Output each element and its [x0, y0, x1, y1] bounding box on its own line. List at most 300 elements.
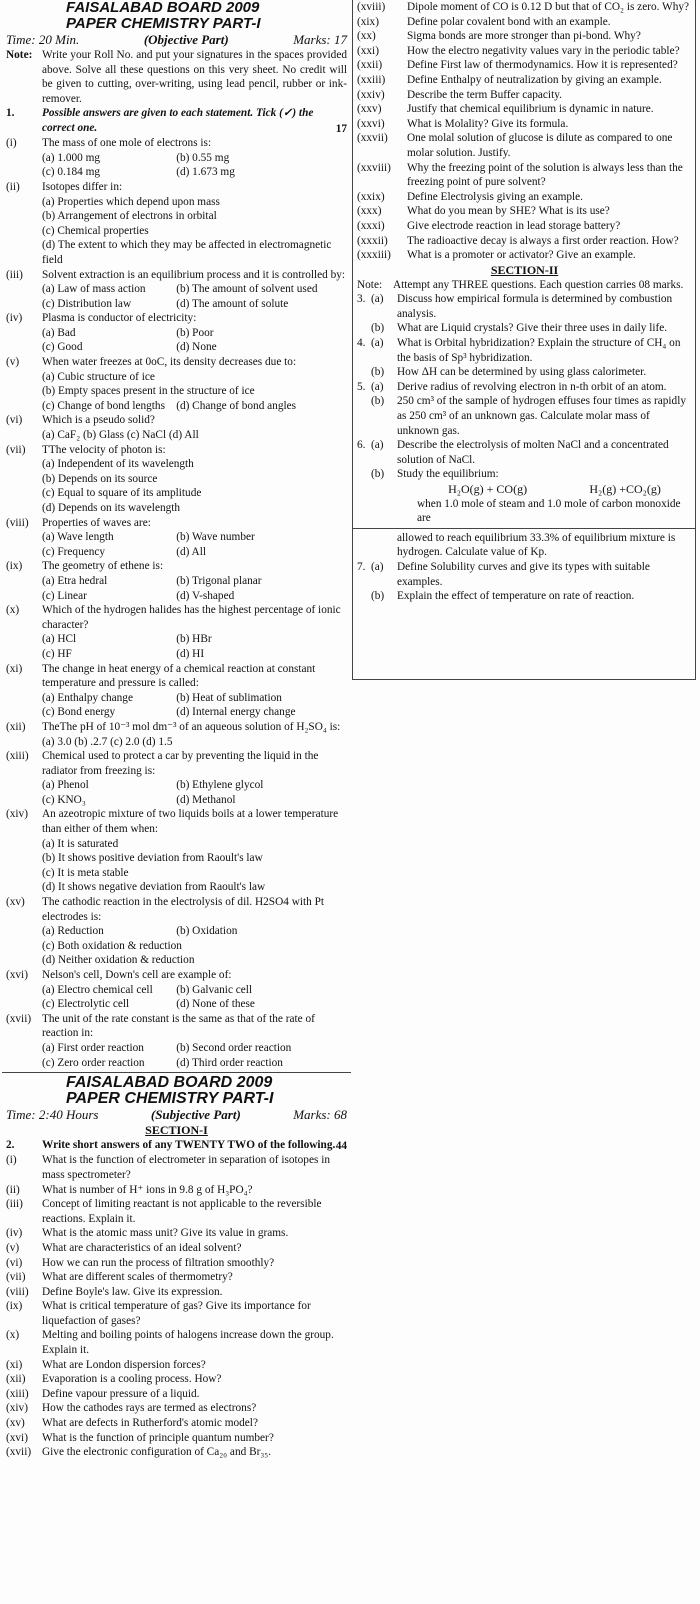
mcq-option-row [6, 151, 347, 166]
mcq-option-row [6, 297, 347, 312]
question-text: Define Enthalpy of neutralization by giving an example. [407, 73, 662, 86]
short-question [6, 1372, 347, 1387]
question-number: (xvi) [6, 1431, 28, 1444]
mcq-option: (a) 1.000 mg [42, 151, 101, 164]
question-number: (viii) [6, 1285, 29, 1298]
marks: Marks: 17 [293, 32, 347, 47]
eq-text-2: allowed to reach equilibrium 33.3% of equilibrium mixture is hydrogen. Calculate value of Kp. [397, 531, 676, 559]
question-text: Define Electrolysis giving an example. [407, 190, 583, 203]
mcq-option: (a) Wave length [42, 531, 114, 544]
mcq-option-row [6, 691, 347, 706]
mcq-item [6, 968, 347, 1012]
paper-meta [6, 32, 347, 48]
question-7 [357, 560, 692, 604]
question-number [357, 321, 371, 336]
mcq-number: (iii) [6, 268, 23, 281]
question-number: (iii) [6, 1198, 23, 1211]
question-number [357, 365, 371, 380]
mcq-text: Which of the hydrogen halides has the highest percentage of ionic character? [42, 604, 341, 631]
mcq-option: (b) It shows positive deviation from Raoult's law [42, 852, 263, 865]
mcq-text: The geometry of ethene is: [42, 560, 164, 573]
question-part: (a) [371, 439, 384, 452]
question-text: What is critical temperature of gas? Give its importance for liquefaction of gases? [42, 1300, 311, 1327]
mcq-item [6, 355, 347, 399]
mcq-option: (d) HI [176, 647, 205, 660]
mcq-option: (d) The amount of solute [176, 297, 289, 310]
mcq-item [6, 399, 347, 414]
mcq-option: (d) Internal energy change [176, 706, 296, 719]
question-text: One molal solution of glucose is dilute as compared to one molar solution. Justify. [407, 132, 673, 159]
mcq-option: (c) Zero order reaction [42, 1056, 145, 1069]
question-text: What is the function of principle quantum number? [42, 1431, 274, 1444]
mcq-text: An azeotropic mixture of two liquids boils at a lower temperature than either of them when: [42, 808, 339, 836]
short-questions-right [357, 0, 692, 263]
short-question [6, 1299, 347, 1328]
mcq-option: (d) It shows negative deviation from Raoult's law [42, 881, 266, 894]
question-text: What are characteristics of an ideal solvent? [42, 1241, 242, 1254]
mcq-number: (xvi) [6, 969, 28, 981]
mcq-number: (vii) [6, 443, 26, 456]
question-number: (v) [6, 1241, 20, 1254]
mcq-question [6, 559, 347, 574]
short-question [6, 1183, 347, 1198]
mcq-option-row [6, 632, 347, 647]
mcq-option: (d) Neither oxidation & reduction [42, 954, 195, 967]
mcq-number: (xi) [6, 662, 23, 675]
mcq-option-row [6, 165, 347, 180]
mcq-option: (c) Frequency [42, 545, 106, 558]
mcq-option: (b) Wave number [176, 531, 255, 544]
question-text: Discuss how empirical formula is determined by combustion analysis. [397, 293, 673, 320]
long-question [357, 467, 692, 482]
mcq-text: When water freezes at 0oC, its density decreases due to: [42, 356, 297, 369]
board-title: FAISALABAD BOARD 2009 [66, 0, 260, 16]
question-number: (xii) [6, 1373, 26, 1386]
mcq-option: (a) Law of mass action [42, 283, 146, 296]
mcq-options [6, 837, 347, 895]
mcq-option: (c) KNO₃ [42, 793, 86, 806]
question-text: What are different scales of thermometry? [42, 1271, 233, 1284]
mcq-option: (b) Oxidation [176, 925, 238, 938]
left-column [2, 0, 350, 1460]
mcq-option: (d) All [176, 545, 206, 558]
short-question [6, 1270, 347, 1285]
mcq-options [6, 457, 347, 515]
mcq-option: (b) HBr [176, 633, 212, 646]
question-text: Evaporation is a cooling process. How? [42, 1373, 222, 1386]
mcq-item [6, 662, 347, 720]
long-question [357, 321, 692, 336]
question-text: Concept of limiting reactant is not applicable to the reversible reactions. Explain it. [42, 1198, 322, 1225]
mcq-option: (c) Chemical properties [42, 224, 149, 237]
question-number: (xxiii) [357, 73, 386, 86]
question-part: (b) [371, 590, 385, 603]
question-text: Justify that chemical equilibrium is dynamic in nature. [407, 103, 654, 116]
question-part: (a) [371, 560, 384, 573]
question-text: What is Molality? Give its formula. [407, 117, 569, 130]
question-text: Give the electronic configuration of Ca₂₀ and Br₃₅. [42, 1446, 272, 1459]
mcq-option-row [6, 530, 347, 545]
question-text: What are Liquid crystals? Give their three uses in daily life. [397, 322, 668, 335]
question-part: (b) [371, 395, 385, 408]
q2-marks: 44 [335, 1139, 347, 1152]
short-questions-left [6, 1153, 347, 1459]
mcq-list [6, 136, 347, 1070]
equilibrium-equation: H₂O(g) + CO(g) H₂(g) +CO₂(g) [448, 482, 661, 496]
short-question [357, 58, 692, 73]
mcq-option-row [6, 793, 347, 808]
long-question [357, 380, 692, 395]
short-question [357, 190, 692, 205]
mcq-item [6, 807, 347, 895]
mcq-options [6, 428, 347, 443]
question-text: What are defects in Rutherford's atomic model? [42, 1417, 258, 1430]
question-text: Why the freezing point of the solution is always less than the freezing point of pure solvent? [407, 161, 683, 189]
question-number: (xxxi) [357, 219, 385, 232]
short-question [357, 248, 692, 263]
question-number: (xxvi) [357, 117, 385, 130]
mcq-number: (viii) [6, 516, 29, 529]
mcq-question [6, 268, 347, 283]
mcq-option-row [6, 924, 347, 939]
mcq-option: (c) Electrolytic cell [42, 998, 130, 1011]
short-question [357, 88, 692, 103]
paper-title: PAPER CHEMISTRY PART-I [66, 15, 261, 32]
mcq-option: (a) CaF₂ (b) Glass (c) NaCl (d) All [42, 429, 199, 442]
mcq-item [6, 136, 347, 180]
mcq-option-row [6, 997, 347, 1012]
mcq-number: (xiii) [6, 750, 29, 763]
question-text: What is the atomic mass unit? Give its value in grams. [42, 1227, 289, 1240]
short-question [6, 1256, 347, 1271]
mcq-option-row [6, 983, 347, 998]
short-question [357, 117, 692, 132]
mcq-option: (d) Methanol [176, 793, 236, 806]
short-question [357, 131, 692, 160]
mcq-text: The unit of the rate constant is the same as that of the rate of reaction in: [42, 1012, 315, 1040]
question-part: (a) [371, 380, 384, 393]
mcq-option: (c) Change of bond lengths [42, 399, 165, 412]
section-2-heading: SECTION-II [490, 262, 559, 277]
mcq-item [6, 311, 347, 355]
question-text: Define Solubility curves and give its types with suitable examples. [397, 560, 650, 588]
question-number: 7. [357, 560, 366, 573]
mcq-option: (a) Etra hedral [42, 574, 108, 587]
mcq-option: (b) Poor [176, 326, 214, 339]
question-number: (xvii) [6, 1446, 32, 1459]
note: Note: Write your Roll No. and put your signatures in the spaces provided above. Solve all these questions on this very sheet. No credit will be given to cutting, over-writing, using lead pencil, rubber or ink-remover. [6, 49, 347, 105]
mcq-option-row [6, 545, 347, 560]
mcq-option: (c) Linear [42, 589, 87, 602]
mcq-option: (a) First order reaction [42, 1041, 144, 1054]
mcq-text: Which is a pseudo solid? [42, 414, 155, 427]
mcq-question [6, 311, 347, 326]
mcq-text: Nelson's cell, Down's cell are example of: [42, 969, 232, 981]
question-text: What is Orbital hybridization? Explain the structure of CH₄ on the basis of Sp³ hybridization. [397, 337, 681, 364]
mcq-item [6, 749, 347, 807]
question-text: Describe the electrolysis of molten NaCl and a concentrated solution of NaCl. [397, 439, 669, 466]
question-number: (xix) [357, 15, 379, 28]
mcq-options [6, 370, 347, 399]
mcq-option-row [6, 1041, 347, 1056]
question-text: Describe the term Buffer capacity. [407, 88, 562, 101]
mcq-option: (c) Distribution law [42, 297, 132, 310]
question-number: 6. [357, 439, 366, 452]
question-number: (xxx) [357, 205, 382, 218]
question-text: How ΔH can be determined by using glass calorimeter. [397, 366, 647, 379]
question-part: (b) [371, 322, 385, 335]
mcq-option-row [6, 574, 347, 589]
mcq-option-row [6, 326, 347, 341]
mcq-option: (b) 0.55 mg [176, 151, 230, 164]
mcq-option: (c) Both oxidation & reduction [42, 939, 182, 952]
mcq-number: (ix) [6, 560, 23, 573]
question-number: (xxv) [357, 103, 382, 116]
question-text: Dipole moment of CO is 0.12 D but that of CO₂ is zero. Why? [407, 1, 690, 13]
question-text: Define Boyle's law. Give its expression. [42, 1285, 223, 1298]
question-number: (xiii) [6, 1387, 29, 1400]
question-2: 2. Write short answers of any TWENTY TWO of the following. [6, 1139, 336, 1152]
mcq-option: (b) The amount of solvent used [176, 283, 318, 296]
divider [2, 1072, 351, 1073]
long-question [357, 560, 692, 589]
question-number: 3. [357, 293, 366, 306]
mcq-option-row [6, 282, 347, 297]
long-question [357, 438, 692, 467]
mcq-option: (a) Bad [42, 326, 76, 339]
mcq-item [6, 516, 347, 560]
q1-marks: 17 [335, 122, 347, 135]
long-questions [357, 292, 692, 482]
mcq-options [6, 195, 347, 268]
question-number: (xxix) [357, 190, 385, 203]
question-text: What is the function of electrometer in separation of isotopes in mass spectrometer? [42, 1154, 330, 1181]
mcq-item [6, 413, 347, 442]
question-number: (xiv) [6, 1402, 28, 1415]
mcq-question [6, 443, 347, 458]
question-number: (xviii) [357, 1, 386, 13]
mcq-item [6, 1012, 347, 1070]
mcq-option: (b) Heat of sublimation [176, 691, 282, 704]
long-question [357, 336, 692, 365]
mcq-option-row [6, 340, 347, 355]
short-question [6, 1285, 347, 1300]
question-text: How we can run the process of filtration smoothly? [42, 1256, 275, 1269]
mcq-question [6, 180, 347, 195]
mcq-question [6, 968, 347, 983]
mcq-option: (a) Reduction [42, 925, 104, 938]
mcq-option: (c) It is meta stable [42, 866, 129, 879]
mcq-question [6, 749, 347, 778]
question-text: Explain the effect of temperature on rate of reaction. [397, 590, 635, 603]
mcq-option: (d) None of these [176, 998, 255, 1011]
question-text: Define vapour pressure of a liquid. [42, 1387, 200, 1400]
short-question [357, 204, 692, 219]
short-question [357, 219, 692, 234]
mcq-text: The mass of one mole of electrons is: [42, 137, 212, 150]
mcq-item [6, 268, 347, 312]
mcq-question [6, 1012, 347, 1041]
mcq-option: (c) Good [42, 341, 83, 354]
mcq-options [6, 939, 347, 968]
question-text: Sigma bonds are more stronger than pi-bond. Why? [407, 30, 641, 43]
question-number: (xv) [6, 1417, 25, 1430]
mcq-option-row [6, 778, 347, 793]
board-title-2: FAISALABAD BOARD 2009 [66, 1074, 273, 1092]
mcq-question [6, 136, 347, 151]
question-text: What is number of H⁺ ions in 9.8 g of H₃PO₄? [42, 1183, 253, 1196]
mcq-number: (vi) [6, 414, 23, 427]
question-text: The radioactive decay is always a first order reaction. How? [407, 234, 679, 247]
mcq-option: (a) Enthalpy change [42, 691, 133, 704]
mcq-option: (a) 3.0 (b) .2.7 (c) 2.0 (d) 1.5 [42, 735, 173, 748]
question-number: (xxviii) [357, 161, 391, 174]
mcq-option: (b) Ethylene glycol [176, 779, 264, 792]
short-question [6, 1387, 347, 1402]
question-number: (xxiv) [357, 88, 385, 101]
question-number: (iv) [6, 1227, 23, 1240]
mcq-text: TheThe pH of 10⁻³ mol dm⁻³ of an aqueous solution of H₂SO₄ is: [42, 720, 341, 733]
mcq-option-row [6, 705, 347, 720]
mcq-number: (xv) [6, 896, 25, 909]
mcq-options [6, 735, 347, 750]
question-number: (vi) [6, 1256, 23, 1269]
short-question [357, 73, 692, 88]
mcq-option: (b) Trigonal planar [176, 574, 262, 587]
short-question [6, 1241, 347, 1256]
short-question [6, 1358, 347, 1373]
mcq-item [6, 443, 347, 516]
question-number: (xxvii) [357, 132, 388, 145]
short-question [357, 29, 692, 44]
mcq-option: (c) HF [42, 647, 72, 660]
mcq-item [6, 720, 347, 749]
question-number: (ix) [6, 1300, 23, 1313]
mcq-number: (i) [6, 137, 17, 150]
question-text: Derive radius of revolving electron in n-th orbit of an atom. [397, 380, 667, 393]
question-number: (xxi) [357, 44, 379, 57]
mcq-option: (b) Arrangement of electrons in orbital [42, 210, 217, 223]
mcq-text: Plasma is conductor of electricity: [42, 312, 197, 325]
long-question [357, 365, 692, 380]
question-text: Define polar covalent bond with an example. [407, 15, 611, 28]
mcq-text: Solvent extraction is an equilibrium process and it is controlled by: [42, 268, 346, 281]
time: Time: 20 Min. [6, 32, 80, 47]
mcq-item [6, 939, 347, 968]
mcq-option: (a) It is saturated [42, 837, 119, 850]
short-question [6, 1197, 347, 1226]
question-number: (i) [6, 1154, 17, 1167]
mcq-number: (xvii) [6, 1012, 32, 1025]
mcq-question [6, 516, 347, 531]
mcq-option: (d) Third order reaction [176, 1056, 283, 1069]
mcq-number: (ii) [6, 180, 20, 193]
mcq-question [6, 662, 347, 691]
mcq-option: (d) The extent to which they may be affected in electromagnetic field [42, 239, 332, 266]
question-part: (b) [371, 366, 385, 379]
mcq-option: (b) Depends on its source [42, 472, 158, 485]
mcq-option: (b) Second order reaction [176, 1041, 292, 1054]
mcq-number: (xiv) [6, 808, 28, 821]
mcq-text: Chemical used to protect a car by preventing the liquid in the radiator from freezing is: [42, 750, 319, 777]
question-number [357, 589, 371, 604]
question-text: 250 cm³ of the sample of hydrogen effuses four times as rapidly as 250 cm³ of an unknown gas. Calculate molar mass of unknown gas. [397, 395, 686, 437]
note-2: Note: Attempt any THREE questions. Each question carries 08 marks. [357, 278, 684, 291]
mcq-option: (d) V-shaped [176, 589, 235, 602]
question-number: (xi) [6, 1358, 23, 1371]
mcq-number: (xii) [6, 720, 26, 733]
section-1-heading: SECTION-I [145, 1123, 208, 1138]
divider-right [353, 528, 696, 529]
mcq-option: (c) 0.184 mg [42, 166, 101, 179]
question-number: (xx) [357, 30, 376, 43]
short-question [357, 102, 692, 117]
mcq-option: (a) Independent of its wavelength [42, 458, 194, 471]
question-text: What is a promoter or activator? Give an example. [407, 249, 636, 262]
short-question [6, 1226, 347, 1241]
mcq-option: (d) Change of bond angles [176, 399, 297, 412]
short-question [357, 15, 692, 30]
question-text: Define First law of thermodynamics. How it is represented? [407, 59, 678, 72]
question-1: 1. Possible answers are given to each statement. Tick (✓) the correct one. [6, 107, 314, 134]
short-question [6, 1416, 347, 1431]
mcq-number: (v) [6, 356, 20, 369]
mcq-option: (c) Bond energy [42, 706, 116, 719]
mcq-question [6, 355, 347, 370]
question-number: (xxii) [357, 59, 383, 72]
short-question [6, 1328, 347, 1357]
long-question [357, 589, 692, 604]
question-text: How the cathodes rays are termed as electrons? [42, 1402, 257, 1415]
mcq-question [6, 603, 347, 632]
mcq-question [6, 895, 347, 924]
mcq-option: (d) None [176, 341, 217, 354]
mcq-option: (d) Depends on its wavelength [42, 502, 181, 514]
mcq-option: (d) 1.673 mg [176, 166, 235, 179]
question-text: What are London dispersion forces? [42, 1358, 206, 1371]
short-question [6, 1431, 347, 1446]
mcq-text: Isotopes differ in: [42, 180, 123, 193]
question-number: (x) [6, 1329, 20, 1342]
short-question [6, 1401, 347, 1416]
paper-title-2: PAPER CHEMISTRY PART-I [66, 1090, 274, 1108]
mcq-option: (a) Cubic structure of ice [42, 370, 155, 383]
question-number: (xxxii) [357, 234, 388, 247]
mcq-text: TThe velocity of photon is: [42, 443, 166, 456]
mcq-item [6, 559, 347, 603]
eq-text-1: when 1.0 mole of steam and 1.0 mole of carbon monoxide are [417, 497, 681, 525]
question-part: (b) [371, 468, 385, 481]
mcq-text: Properties of waves are: [42, 516, 151, 529]
question-text: Study the equilibrium: [397, 468, 499, 481]
question-part: (a) [371, 337, 384, 350]
mcq-question [6, 807, 347, 836]
question-text: Melting and boiling points of halogens increase down the group. Explain it. [42, 1329, 334, 1357]
short-question [357, 44, 692, 59]
short-question [357, 234, 692, 249]
short-question [357, 161, 692, 190]
question-part: (a) [371, 293, 384, 306]
mcq-question [6, 720, 347, 735]
mcq-question [6, 413, 347, 428]
question-number: (ii) [6, 1183, 20, 1196]
mcq-option-row [6, 1056, 347, 1071]
mcq-option: (a) Electro chemical cell [42, 983, 153, 996]
mcq-item [6, 180, 347, 268]
question-text: How the electro negativity values vary in the periodic table? [407, 44, 680, 57]
long-question [357, 394, 692, 438]
long-question [357, 292, 692, 321]
